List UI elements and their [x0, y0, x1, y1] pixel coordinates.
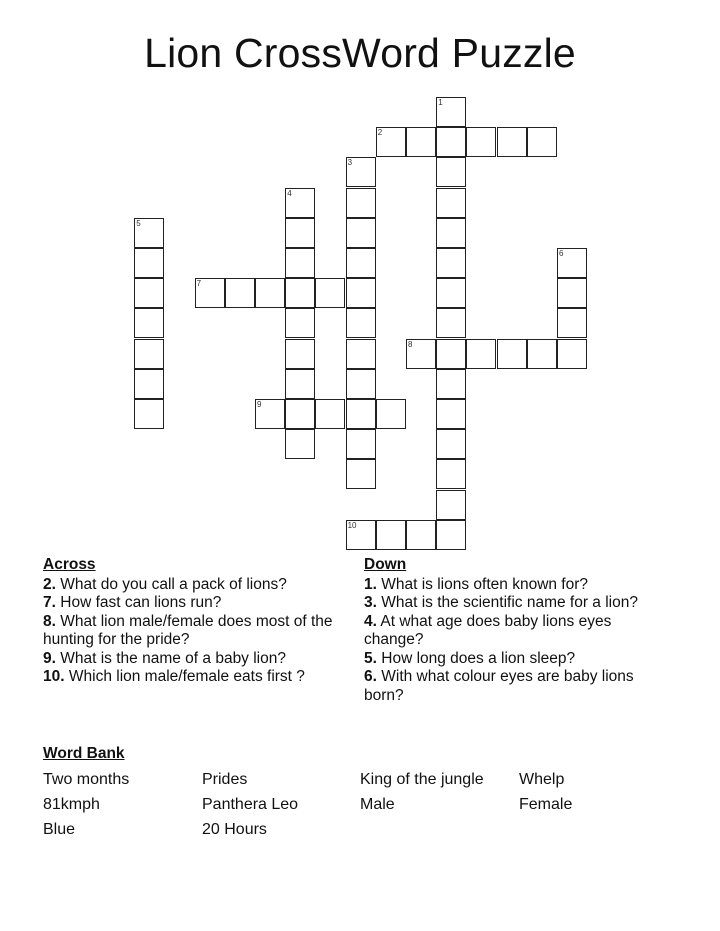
word-bank-item: Two months: [43, 771, 130, 788]
clue-number: 8: [408, 339, 413, 349]
across-clue-9: 9. What is the name of a baby lion?: [43, 649, 286, 667]
crossword-cell[interactable]: [346, 308, 376, 338]
crossword-cell[interactable]: [527, 339, 557, 369]
crossword-cell[interactable]: [285, 188, 315, 218]
crossword-cell[interactable]: [436, 308, 466, 338]
crossword-cell[interactable]: [436, 520, 466, 550]
across-heading: Across: [43, 556, 96, 573]
crossword-cell[interactable]: [285, 339, 315, 369]
crossword-cell[interactable]: [466, 127, 496, 157]
down-clue-4: 4. At what age does baby lions eyes change?: [364, 612, 612, 648]
word-bank-item: Panthera Leo: [202, 796, 299, 813]
crossword-cell[interactable]: [436, 218, 466, 248]
crossword-cell[interactable]: [466, 339, 496, 369]
crossword-cell[interactable]: [527, 127, 557, 157]
word-bank-item: Female: [519, 796, 573, 813]
crossword-cell[interactable]: [285, 369, 315, 399]
crossword-cell[interactable]: [376, 520, 406, 550]
crossword-cell[interactable]: [255, 399, 285, 429]
crossword-cell[interactable]: [436, 188, 466, 218]
word-bank-item: 20 Hours: [202, 821, 267, 838]
crossword-cell[interactable]: [436, 278, 466, 308]
crossword-cell[interactable]: [315, 399, 345, 429]
crossword-cell[interactable]: [436, 97, 466, 127]
clue-number: 10: [347, 520, 357, 530]
word-bank-item: King of the jungle: [360, 771, 484, 788]
clue-number: 3: [347, 158, 353, 168]
crossword-cell[interactable]: [406, 339, 436, 369]
clue-number: 7: [196, 279, 202, 289]
crossword-cell[interactable]: [346, 429, 376, 459]
crossword-cell[interactable]: [195, 278, 225, 308]
across-clue-7: 7. How fast can lions run?: [43, 594, 222, 611]
crossword-cell[interactable]: [285, 308, 315, 338]
crossword-cell[interactable]: [346, 188, 376, 218]
crossword-cell[interactable]: [436, 459, 466, 489]
crossword-cell[interactable]: [346, 459, 376, 489]
crossword-cell[interactable]: [134, 248, 164, 278]
across-clue-10: 10. Which lion male/female eats first ?: [43, 668, 305, 685]
crossword-cell[interactable]: [315, 278, 345, 308]
down-clue-6: 6. With what colour eyes are baby lions born?: [364, 668, 634, 704]
crossword-cell[interactable]: [376, 399, 406, 429]
down-clue-5: 5. How long does a lion sleep?: [364, 649, 576, 667]
crossword-cell[interactable]: [285, 278, 315, 308]
crossword-cell[interactable]: [285, 399, 315, 429]
crossword-cell[interactable]: [346, 520, 376, 550]
crossword-cell[interactable]: [346, 278, 376, 308]
crossword-cell[interactable]: [225, 278, 255, 308]
clue-number: 6: [559, 249, 564, 258]
word-bank-item: Male: [360, 796, 395, 813]
word-bank-item: Blue: [43, 821, 76, 838]
clue-number: 2: [377, 128, 383, 138]
crossword-cell[interactable]: [557, 278, 587, 308]
clue-number: 1: [438, 98, 443, 107]
crossword-cell[interactable]: [346, 218, 376, 248]
across-clue-8: 8. What lion male/female does most of the hunting for the pride?: [43, 612, 333, 648]
crossword-cell[interactable]: [557, 339, 587, 369]
word-bank-item: Whelp: [519, 771, 565, 788]
crossword-cell[interactable]: [497, 127, 527, 157]
crossword-cell[interactable]: [497, 339, 527, 369]
crossword-cell[interactable]: [346, 157, 376, 187]
crossword-cell[interactable]: [346, 369, 376, 399]
crossword-cell[interactable]: [134, 399, 164, 429]
crossword-cell[interactable]: [557, 248, 587, 278]
across-clue-2: 2. What do you call a pack of lions?: [43, 575, 287, 593]
down-heading: Down: [364, 556, 407, 573]
crossword-cell[interactable]: [376, 127, 406, 157]
clue-number: 9: [257, 400, 262, 409]
down-clues: [364, 556, 664, 705]
word-bank-item: 81kmph: [43, 796, 100, 813]
crossword-cell[interactable]: [436, 369, 466, 399]
crossword-cell[interactable]: [285, 429, 315, 459]
word-bank-item: Prides: [202, 771, 248, 788]
crossword-cell[interactable]: [557, 308, 587, 338]
crossword-cell[interactable]: [436, 157, 466, 187]
crossword-cell[interactable]: [134, 369, 164, 399]
crossword-cell[interactable]: [436, 490, 466, 520]
crossword-cell[interactable]: [285, 248, 315, 278]
crossword-cell[interactable]: [285, 218, 315, 248]
crossword-cell[interactable]: [134, 308, 164, 338]
word-bank-heading: Word Bank: [43, 745, 125, 762]
crossword-cell[interactable]: [406, 127, 436, 157]
crossword-cell[interactable]: [346, 339, 376, 369]
crossword-cell[interactable]: [436, 127, 466, 157]
clue-number: 4: [287, 188, 292, 198]
across-clues: [43, 556, 343, 687]
crossword-cell[interactable]: [346, 248, 376, 278]
crossword-cell[interactable]: [255, 278, 285, 308]
crossword-cell[interactable]: [134, 339, 164, 369]
clue-number: 5: [136, 218, 141, 228]
crossword-cell[interactable]: [436, 248, 466, 278]
crossword-cell[interactable]: [134, 278, 164, 308]
crossword-cell[interactable]: [436, 429, 466, 459]
crossword-cell[interactable]: [436, 339, 466, 369]
crossword-cell[interactable]: [346, 399, 376, 429]
crossword-cell[interactable]: [436, 399, 466, 429]
down-clue-1: 1. What is lions often known for?: [364, 575, 589, 593]
down-clue-3: 3. What is the scientific name for a lion?: [364, 594, 638, 611]
crossword-cell[interactable]: [134, 218, 164, 248]
crossword-cell[interactable]: [406, 520, 436, 550]
puzzle-title: Lion CrossWord Puzzle: [144, 30, 576, 76]
